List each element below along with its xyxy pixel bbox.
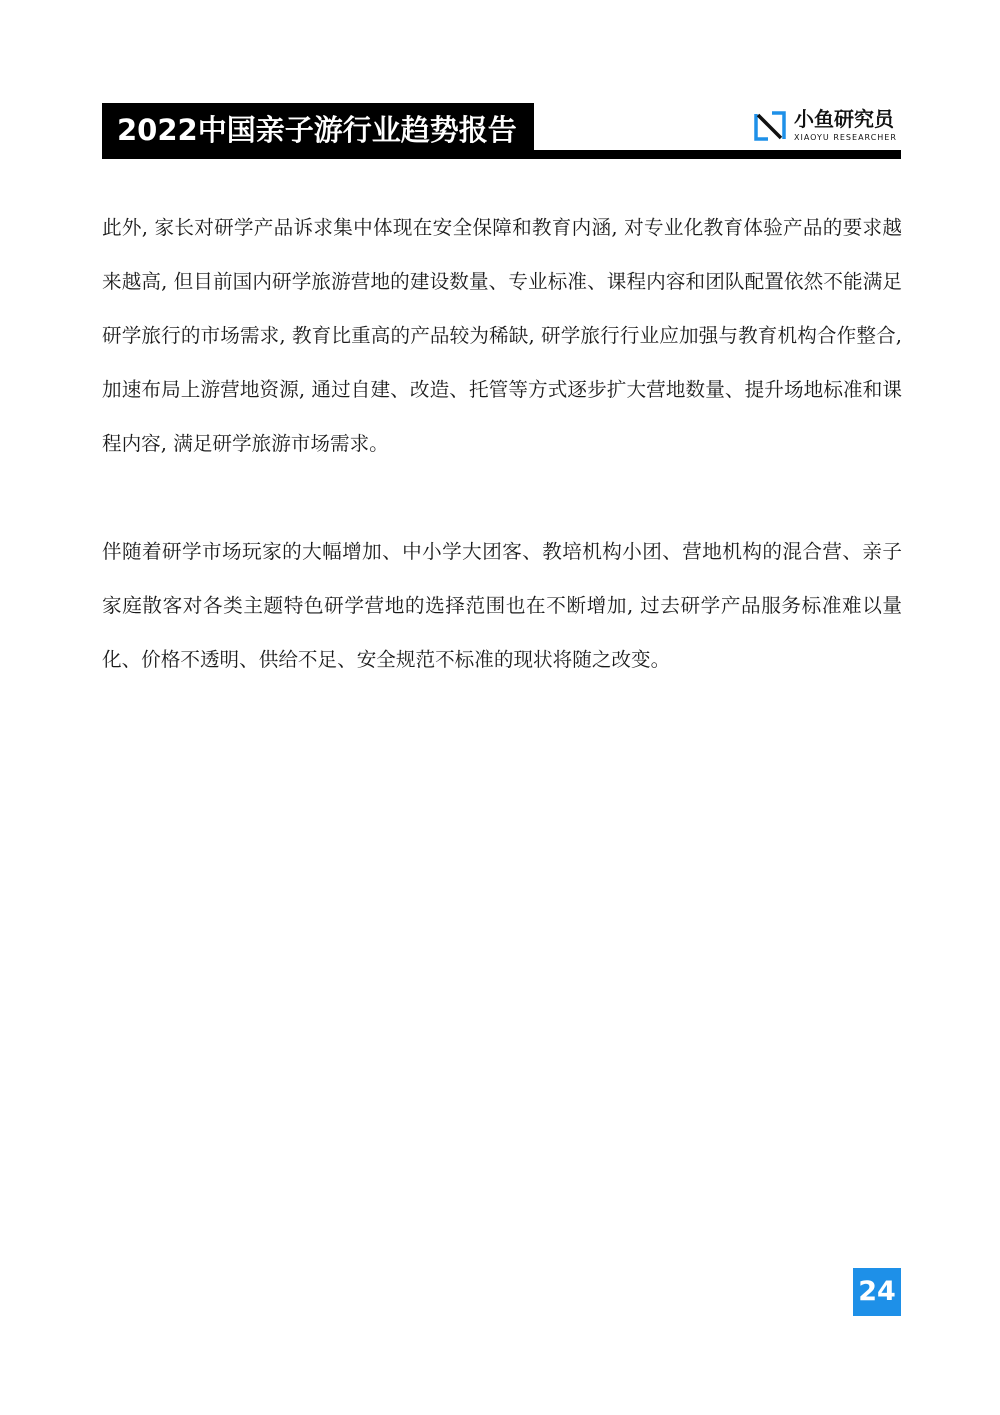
n-bracket-logo-icon [752, 108, 788, 144]
paragraph-2: 伴随着研学市场玩家的大幅增加、中小学大团客、教培机构小团、营地机构的混合营、亲子家庭散客对各类主题特色研学营地的选择范围也在不断增加, 过去研学产品服务标准难以量化、价格不透明、供给不足、安全规范不标准的现状将随之改变。 [102, 540, 902, 671]
report-title: 2022中国亲子游行业趋势报告 [117, 113, 517, 147]
page-number-badge: 24 [853, 1268, 901, 1316]
brand-name-en: XIAOYU RESEARCHER [794, 133, 897, 142]
paragraph-1: 此外, 家长对研学产品诉求集中体现在安全保障和教育内涵, 对专业化教育体验产品的要求越来越高, 但目前国内研学旅游营地的建设数量、专业标准、课程内容和团队配置依然不能满足研学旅行的市场需求, 教育比重高的产品较为稀缺, 研学旅行行业应加强与教育机构合作整合, 加速布局上游营地资源, 通过自建、改造、托管等方式逐步扩大营地数量、提升场地标准和课程内容, 满足研学旅游市场需求。 [102, 216, 902, 455]
header-divider [102, 150, 901, 159]
brand-name-cn: 小鱼研究员 [794, 107, 894, 131]
